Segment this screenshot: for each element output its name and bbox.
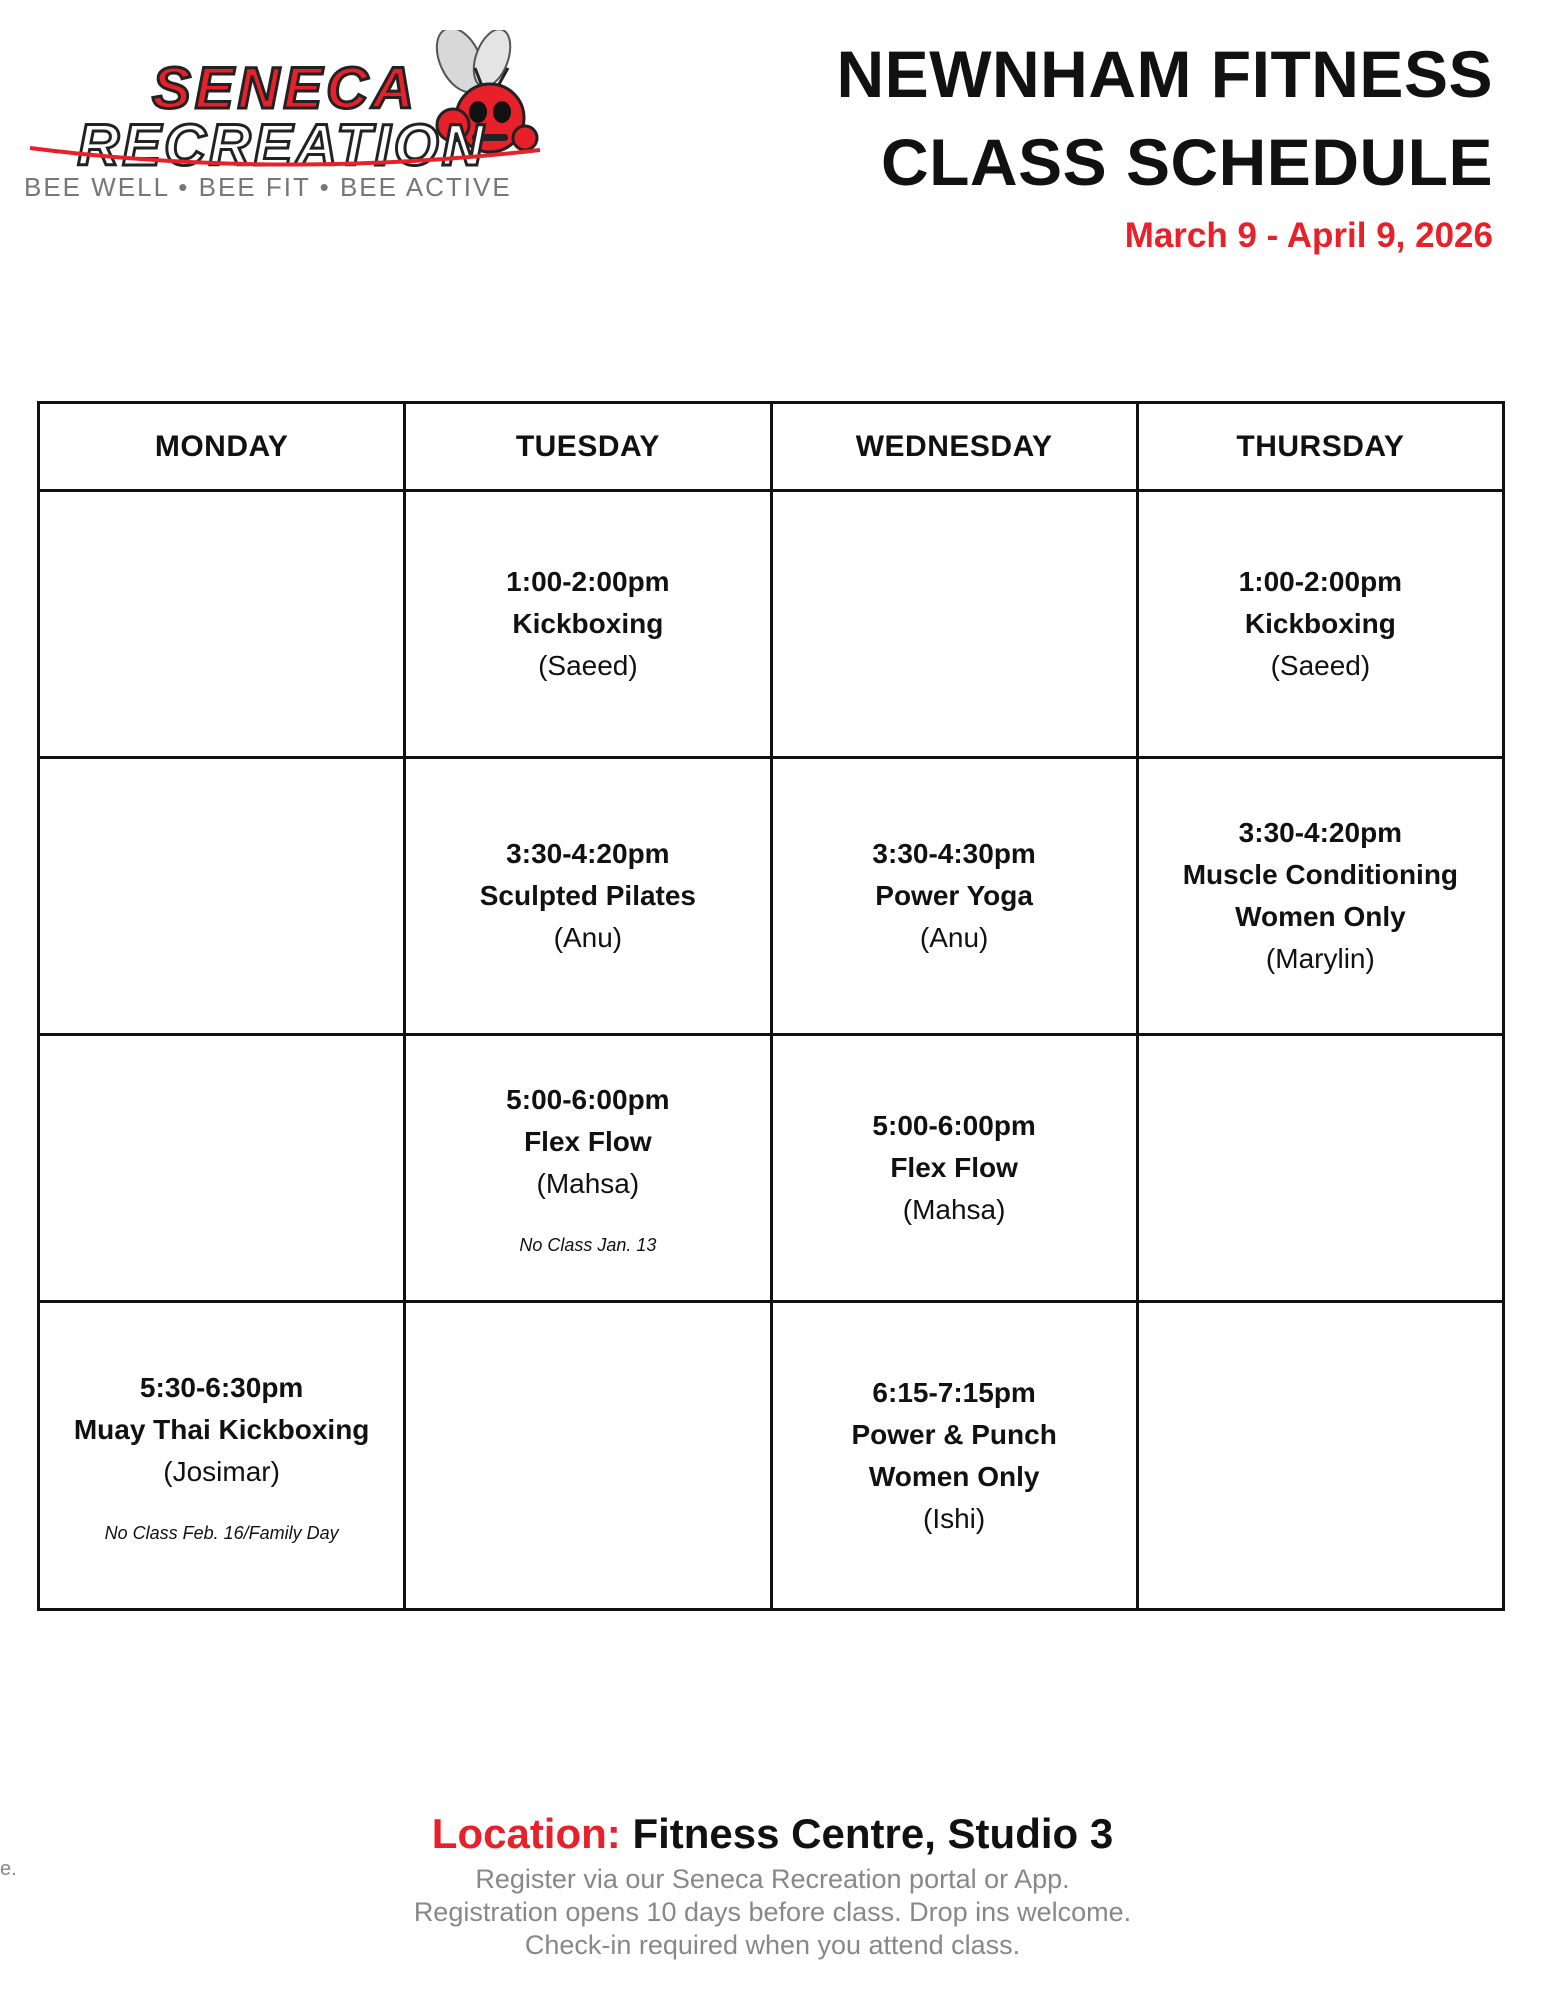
class-note: No Class Jan. 13 — [519, 1235, 657, 1255]
class-name: Sculpted Pilates — [479, 880, 697, 911]
schedule-cell — [771, 758, 1137, 1035]
class-name: Kickboxing — [512, 608, 664, 639]
class-time: 3:30-4:20pm — [1238, 817, 1403, 848]
class-name: Power Yoga — [875, 880, 1033, 911]
location-value: Fitness Centre, Studio 3 — [620, 1810, 1114, 1857]
class-name: Flex Flow — [890, 1152, 1018, 1183]
class-instructor: (Marylin) — [1265, 943, 1375, 974]
page-title-line-2: CLASS SCHEDULE — [880, 125, 1493, 199]
page-title-line-1: NEWNHAM FITNESS — [836, 37, 1493, 111]
footer — [0, 1805, 1545, 1962]
class-time: 5:30-6:30pm — [139, 1371, 304, 1403]
class-name: Kickboxing — [1244, 608, 1396, 639]
class-name: Muscle Conditioning — [1182, 859, 1459, 890]
schedule-cell-empty — [405, 1302, 771, 1610]
class-time: 3:30-4:30pm — [872, 838, 1036, 869]
location-label: Location: — [431, 1810, 621, 1857]
logo-text-seneca: SENECA — [152, 56, 418, 121]
schedule-cell-empty — [1137, 1035, 1503, 1302]
class-instructor: (Josimar) — [163, 1455, 280, 1487]
schedule-row — [39, 491, 1504, 758]
class-instructor: (Ishi) — [923, 1502, 986, 1534]
schedule-cell-empty — [1137, 1302, 1503, 1610]
schedule-row — [39, 1035, 1504, 1302]
logo-text-recreation: RECREATION — [77, 113, 487, 178]
class-time: 6:15-7:15pm — [872, 1376, 1036, 1408]
schedule-cell-empty — [771, 491, 1137, 758]
class-schedule-table — [37, 401, 1505, 1611]
schedule-cell — [405, 1035, 771, 1302]
location-line — [0, 1805, 1545, 1863]
footer-register-line: Register via our Seneca Recreation portal or App. — [475, 1864, 1070, 1894]
schedule-cell — [771, 1302, 1137, 1610]
class-time: 1:00-2:00pm — [1238, 566, 1403, 597]
logo-graphic — [20, 30, 550, 180]
schedule-cell — [405, 491, 771, 758]
class-restriction: Women Only — [868, 1460, 1040, 1492]
class-name: Flex Flow — [524, 1126, 652, 1157]
day-header-wednesday: WEDNESDAY — [771, 403, 1137, 491]
schedule-row — [39, 758, 1504, 1035]
class-instructor: (Saeed) — [1270, 650, 1371, 681]
class-instructor: (Saeed) — [538, 650, 638, 681]
schedule-cell-empty — [39, 491, 405, 758]
class-instructor: (Mahsa) — [536, 1168, 640, 1199]
class-time: 1:00-2:00pm — [506, 566, 670, 597]
day-header-tuesday: TUESDAY — [405, 403, 771, 491]
schedule-header-row — [39, 403, 1504, 491]
class-note: No Class Feb. 16/Family Day — [104, 1522, 339, 1543]
class-time: 5:00-6:00pm — [506, 1084, 670, 1115]
schedule-cell — [39, 1302, 405, 1610]
schedule-cell — [1137, 491, 1503, 758]
title-block — [837, 30, 1493, 262]
logo-tagline: BEE WELL • BEE FIT • BEE ACTIVE — [24, 172, 512, 202]
class-instructor: (Anu) — [553, 922, 623, 953]
schedule-cell-empty — [39, 758, 405, 1035]
schedule-row — [39, 1302, 1504, 1610]
class-name: Power & Punch — [851, 1418, 1057, 1450]
schedule-cell — [405, 758, 771, 1035]
class-time: 3:30-4:20pm — [506, 838, 670, 869]
footer-checkin-line: Check-in required when you attend class. — [524, 1930, 1021, 1960]
schedule-cell-empty — [39, 1035, 405, 1302]
class-restriction: Women Only — [1235, 901, 1406, 932]
schedule-cell — [1137, 758, 1503, 1035]
class-name: Muay Thai Kickboxing — [73, 1413, 370, 1445]
day-header-thursday: THURSDAY — [1137, 403, 1503, 491]
date-range: March 9 - April 9, 2026 — [1124, 216, 1493, 255]
footer-registration-line: Registration opens 10 days before class. Drop ins welcome. — [413, 1897, 1132, 1927]
class-instructor: (Mahsa) — [902, 1194, 1006, 1225]
class-instructor: (Anu) — [919, 922, 989, 953]
schedule-cell — [771, 1035, 1137, 1302]
cropped-edge-text: e. — [0, 1858, 17, 1880]
day-header-monday: MONDAY — [39, 403, 405, 491]
class-time: 5:00-6:00pm — [872, 1110, 1036, 1141]
